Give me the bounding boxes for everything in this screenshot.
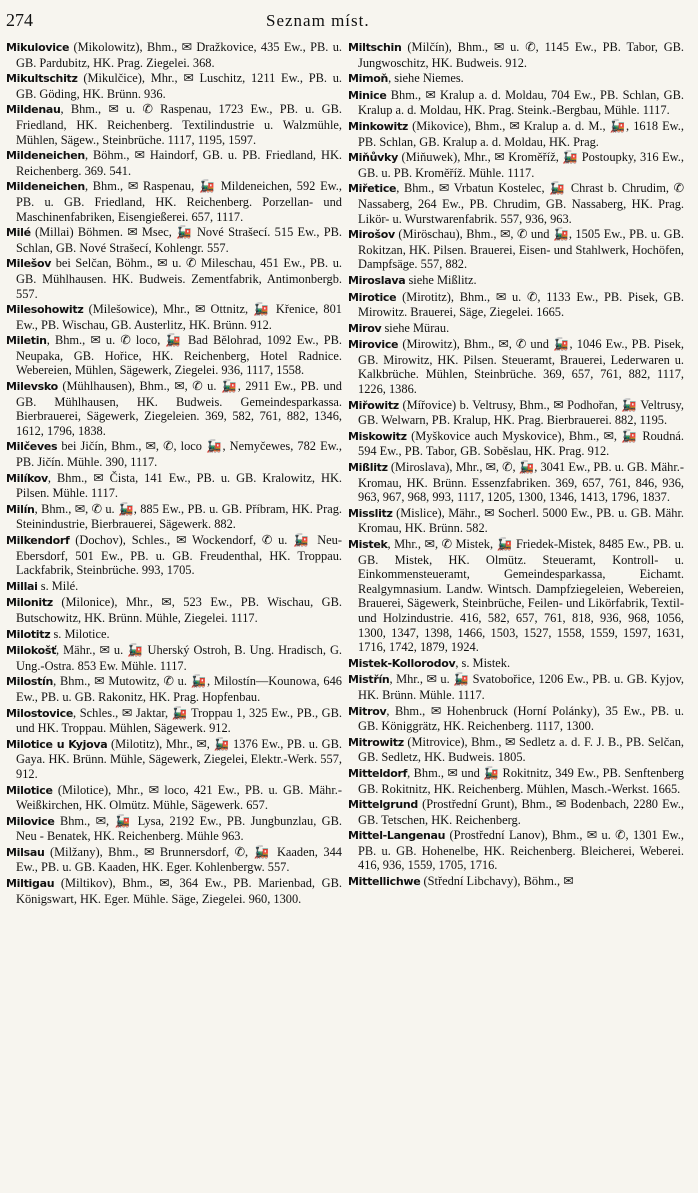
entry-headword: Millai bbox=[6, 579, 38, 593]
gazetteer-entry bbox=[6, 737, 342, 782]
gazetteer-entry bbox=[348, 828, 684, 873]
entry-headword: Mildeneichen bbox=[6, 149, 85, 163]
entry-headword: Miřetice bbox=[348, 182, 397, 196]
entry-headword: Mildenau bbox=[6, 103, 61, 117]
gazetteer-entry bbox=[348, 88, 684, 118]
gazetteer-entry bbox=[348, 766, 684, 796]
entry-text: (Milžany), Bhm., ✉ Brunnersdorf, ✆, 🚂 Kaaden, 344 Ew., PB. u. GB. Kaaden, HK. Eger. Kohlenbergw. 557. bbox=[16, 844, 342, 875]
entry-text: (Miroslava), Mhr., ✉, ✆, 🚂, 3041 Ew., PB. u. GB. Mähr.-Kromau, HK. Brünn. Essenzfabriken. 369, 657, 761, 846, 936, 963, 967, 968, 993, 1117, 1205, 1300, 1346, 1413, 1796, 1837. bbox=[358, 460, 684, 505]
entry-headword: Mildeneichen bbox=[6, 180, 85, 194]
entry-headword: Milostovice bbox=[6, 706, 74, 720]
gazetteer-entry bbox=[348, 537, 684, 655]
entry-text: (Myškovice auch Myskovice), Bhm., ✉, 🚂 Roudná. 594 Ew., PB. Tabor, GB. Soběslau, HK. Prag. 912. bbox=[358, 428, 684, 459]
entry-text: (Milotice), Mhr., ✉ loco, 421 Ew., PB. u. GB. Mähr.-Weißkirchen, HK. Olmütz. Mühle, Sägewerk. 657. bbox=[16, 782, 342, 813]
right-column bbox=[348, 40, 684, 907]
entry-text: , Bhm., ✉ u. ✆ loco, 🚂 Bad Bělohrad, 1092 Ew., PB. Neupaka, GB. Hořice, HK. Reichenberg, Hotel Radnice. Webereien, Mühlen, Sägewerk, Ziegelei. 936, 1117, 1558. bbox=[16, 333, 342, 378]
gazetteer-entry bbox=[348, 181, 684, 226]
gazetteer-entry bbox=[348, 429, 684, 459]
entry-headword: Milíkov bbox=[6, 471, 48, 485]
gazetteer-entry bbox=[6, 179, 342, 224]
gazetteer-entry bbox=[6, 225, 342, 255]
entry-headword: Miletin bbox=[6, 334, 47, 348]
entry-text: s. Milé. bbox=[37, 578, 79, 593]
entry-headword: Milkendorf bbox=[6, 534, 70, 547]
entry-text: (Miňuwek), Mhr., ✉ Kroměříž, 🚂 Postoupky, 316 Ew., GB. u. PB. Kroměříž. Mühle. 1117. bbox=[358, 150, 684, 180]
entry-headword: Milé bbox=[6, 226, 31, 240]
entry-headword: Miskowitz bbox=[348, 429, 407, 443]
entry-text: (Mirowitz), Bhm., ✉, ✆ und 🚂, 1046 Ew., PB. Pisek, GB. Mirowitz, HK. Pilsen. Steueramt, Brauerei, Lederwaren u. Kalkbrüche. Mühlen, Steinbrüche. 369, 657, 761, 882, 1117, 1226, 1386. bbox=[358, 337, 684, 397]
entry-text: (Miltikov), Bhm., ✉, 364 Ew., PB. Marienbad, GB. Königswart, HK. Eger. Mühle. Säge, Ziegelei. 960, 1300. bbox=[16, 876, 342, 906]
gazetteer-entry bbox=[6, 256, 342, 301]
entry-text: , Bhm., ✉ und 🚂 Rokitnitz, 349 Ew., PB. Senftenberg GB. Rokitnitz, HK. Reichenberg. Mühlen, Masch.-Werkst. 1665. bbox=[358, 765, 684, 796]
gazetteer-entry bbox=[348, 150, 684, 180]
entry-headword: Mikulovice bbox=[6, 41, 70, 54]
gazetteer-entry bbox=[6, 814, 342, 844]
entry-text: , Bhm., ✉ u. ✆ Raspenau, 1723 Ew., PB. u. GB. Friedland, HK. Reichenberg. Textilindustrie u. Walzmühle, Mühlen, Sägew., Steinbrüche. 1117, 1195, 1597. bbox=[16, 102, 342, 147]
gazetteer-entry bbox=[6, 379, 342, 438]
entry-text: (Milonice), Mhr., ✉, 523 Ew., PB. Wischau, GB. Butschowitz, HK. Brünn. Mühle, Ziegelei. 1117. bbox=[16, 595, 342, 625]
gazetteer-entry bbox=[348, 321, 684, 337]
gazetteer-entry bbox=[6, 302, 342, 332]
gazetteer-entry bbox=[348, 119, 684, 149]
entry-text: , Mhr., ✉, ✆ Mistek, 🚂 Friedek-Mistek, 8485 Ew., PB. u. GB. Mistek, HK. Olmütz. Steueramt, Kontroll- u. Einkommensteueramt, Gemeindesparkassa, Eichamt. Realgymnasium. Landw. Wintsch. Dampfziegeleien, Webereien, Brauerei, Sägewerk, Steinbrüche, Feilen- und Likörfabrik, Textil- und Holzindustrie. 416, 582, 657, 761, 818, 936, 968, 1056, 1300, 1347, 1398, 1466, 1503, 1527, 1558, 1559, 1597, 1631, 1716, 1742, 1879, 1924. bbox=[358, 537, 684, 655]
entry-text: (Střední Libchavy), Böhm., ✉ bbox=[420, 874, 574, 889]
entry-text: , Bhm., ✉ Čista, 141 Ew., PB. u. GB. Kralowitz, HK. Pilsen. Mühle. 1117. bbox=[16, 470, 342, 501]
entry-text: , Bhm., ✉ Raspenau, 🚂 Mildeneichen, 592 Ew., PB. u. GB. Friedland, HK. Reichenberg. Porzellan- und Maschinenfabriken, Eisengießerei. 657, 1117. bbox=[16, 179, 342, 224]
entry-text: (Miröschau), Bhm., ✉, ✆ und 🚂, 1505 Ew., PB. u. GB. Rokitzan, HK. Pilsen. Brauerei, Eisen- und Stahlwerk, Hochöfen, Dampfsäge. 557, 882. bbox=[358, 227, 684, 272]
entry-headword: Minice bbox=[348, 88, 387, 102]
entry-text: , s. Mistek. bbox=[455, 655, 511, 670]
entry-text: (Mikovice), Bhm., ✉ Kralup a. d. M., 🚂, 1618 Ew., PB. Schlan, GB. Kralup a. d. Moldau, HK. Prag. bbox=[358, 118, 684, 149]
entry-text: , Bhm., ✉, ✆ u. 🚂, 885 Ew., PB. u. GB. Příbram, HK. Prag. Steinindustrie, Bierbrauerei, Sägewerk. 882. bbox=[16, 501, 342, 532]
gazetteer-entry bbox=[6, 595, 342, 625]
entry-headword: Misslitz bbox=[348, 506, 393, 520]
gazetteer-entry bbox=[348, 227, 684, 272]
entry-text: (Milotitz), Mhr., ✉, 🚂 1376 Ew., PB. u. GB. Gaya. HK. Brünn. Mühle, Sägewerk, Ziegelei, Elektr.-Werk. 557, 912. bbox=[16, 736, 342, 781]
gazetteer-entry bbox=[6, 579, 342, 595]
entry-headword: Mitteldorf bbox=[348, 766, 408, 780]
entry-text: (Mühlhausen), Bhm., ✉, ✆ u. 🚂, 2911 Ew., PB. und GB. Mühlhausen, HK. Budweis. Gemeindesparkassa. Bierbrauerei, Sägewerk, Ziegeleien. 369, 582, 761, 882, 1346, 1612, 1796, 1838. bbox=[16, 379, 342, 438]
columns bbox=[6, 40, 684, 907]
entry-headword: Milsau bbox=[6, 845, 45, 859]
entry-headword: Miltschin bbox=[348, 41, 402, 54]
entry-headword: Mittel-Langenau bbox=[348, 829, 446, 843]
gazetteer-entry bbox=[348, 273, 684, 289]
entry-headword: Mistek bbox=[348, 538, 388, 551]
entry-headword: Mistek-Kollorodov bbox=[348, 656, 456, 670]
entry-headword: Milčeves bbox=[6, 440, 58, 454]
gazetteer-entry bbox=[348, 735, 684, 765]
left-column bbox=[6, 40, 342, 907]
entry-headword: Minkowitz bbox=[348, 119, 409, 133]
gazetteer-entry bbox=[6, 706, 342, 736]
entry-text: , Bhm., ✉ Mutowitz, ✆ u. 🚂, Milostín—Kounowa, 646 Ew., PB. u. GB. Rakonitz, HK. Prag. Hopfenbau. bbox=[16, 674, 342, 704]
entry-headword: Mimoň bbox=[348, 72, 389, 86]
entry-headword: Miňůvky bbox=[348, 151, 398, 165]
entry-headword: Milesohowitz bbox=[6, 303, 84, 317]
entry-text: Bhm., ✉ Kralup a. d. Moldau, 704 Ew., PB. Schlan, GB. Kralup a. d. Moldau, HK. Prag. Steink.-Bergbau, Mühle. 1117. bbox=[358, 87, 684, 118]
gazetteer-entry bbox=[6, 439, 342, 469]
gazetteer-entry bbox=[6, 783, 342, 813]
gazetteer-entry bbox=[348, 40, 684, 70]
entry-headword: Mirovice bbox=[348, 338, 399, 352]
gazetteer-entry bbox=[6, 502, 342, 532]
entry-text: , Bhm., ✉ Hohenbruck (Horní Polánky), 35 Ew., PB. u. GB. Königgrätz, HK. Reichenberg. 1117, 1300. bbox=[358, 703, 684, 734]
gazetteer-entry bbox=[6, 71, 342, 101]
entry-headword: Mistřín bbox=[348, 673, 390, 687]
entry-headword: Milotice u Kyjova bbox=[6, 737, 108, 751]
entry-headword: Mittelgrund bbox=[348, 798, 418, 812]
gazetteer-entry bbox=[348, 672, 684, 702]
entry-headword: Milotice bbox=[6, 783, 53, 797]
entry-headword: Mitrowitz bbox=[348, 735, 404, 749]
gazetteer-entry bbox=[348, 797, 684, 827]
page-number: 274 bbox=[6, 10, 33, 30]
gazetteer-entry bbox=[6, 148, 342, 178]
entry-text: (Mirotitz), Bhm., ✉ u. ✆, 1133 Ew., PB. Pisek, GB. Mirowitz. Brauerei, Säge, Ziegelei. 1665. bbox=[358, 289, 684, 320]
gazetteer-entry bbox=[348, 704, 684, 734]
entry-text: Bhm., ✉, 🚂 Lysa, 2192 Ew., PB. Jungbunzlau, GB. Neu - Benatek, HK. Reichenberg. Mühle 963. bbox=[16, 813, 342, 844]
entry-headword: Milovice bbox=[6, 814, 55, 828]
entry-text: , Schles., ✉ Jaktar, 🚂 Troppau 1, 325 Ew., PB., GB. und HK. Troppau. Mühlen, Sägewerk. 912. bbox=[16, 705, 342, 736]
entry-headword: Milešov bbox=[6, 257, 52, 271]
entry-text: , Böhm., ✉ Haindorf, GB. u. PB. Friedland, HK. Reichenberg. 369. 541. bbox=[16, 148, 342, 178]
entry-headword: Mirov bbox=[348, 321, 382, 335]
entry-text: (Millai) Böhmen. ✉ Msec, 🚂 Nové Strašecí. 515 Ew., PB. Schlan, GB. Nové Strašecí, Kohlengr. 557. bbox=[16, 225, 342, 255]
entry-headword: Mirotice bbox=[348, 290, 397, 304]
gazetteer-entry bbox=[6, 674, 342, 704]
entry-text: (Mitrovice), Bhm., ✉ Sedletz a. d. F. J. B., PB. Selčan, GB. Sedletz, HK. Budweis. 1805. bbox=[358, 734, 684, 765]
entry-headword: Milokošť bbox=[6, 644, 57, 658]
gazetteer-entry bbox=[348, 874, 684, 890]
entry-headword: Milotitz bbox=[6, 627, 51, 641]
entry-text: (Dochov), Schles., ✉ Wockendorf, ✆ u. 🚂 Neu-Ebersdorf, 501 Ew., PB. u. GB. Freudenthal, HK. Troppau. Lackfabrik, Steinbrüche. 993, 1705. bbox=[16, 533, 342, 578]
entry-text: (Prostřední Grunt), Bhm., ✉ Bodenbach, 2280 Ew., GB. Tetschen, HK. Reichenberg. bbox=[358, 797, 684, 827]
entry-text: , siehe Niemes. bbox=[388, 71, 464, 86]
entry-headword: Mißlitz bbox=[348, 461, 388, 475]
entry-text: siehe Mürau. bbox=[381, 320, 450, 335]
gazetteer-entry bbox=[348, 656, 684, 672]
gazetteer-entry bbox=[6, 40, 342, 70]
gazetteer-entry bbox=[6, 876, 342, 906]
gazetteer-entry bbox=[6, 627, 342, 643]
entry-headword: Mitrov bbox=[348, 704, 387, 718]
gazetteer-entry bbox=[348, 506, 684, 536]
gazetteer-entry bbox=[6, 533, 342, 578]
entry-headword: Mittellichwe bbox=[348, 875, 421, 889]
entry-text: bei Jičín, Bhm., ✉, ✆, loco 🚂, Nemyčewes, 782 Ew., PB. Jičín. Mühle. 390, 1117. bbox=[16, 439, 342, 470]
entry-text: (Mikolowitz), Bhm., ✉ Dražkovice, 435 Ew., PB. u. GB. Pardubitz, HK. Prag. Ziegelei. 368. bbox=[16, 40, 342, 70]
gazetteer-entry bbox=[6, 643, 342, 673]
entry-text: , Mähr., ✉ u. 🚂 Uherský Ostroh, B. Ung. Hradisch, G. Ung.-Ostra. 853 Ew. Mühle. 1117. bbox=[16, 643, 342, 673]
page-header bbox=[6, 10, 684, 40]
running-title: Seznam míst. bbox=[266, 11, 370, 30]
entry-headword: Milín bbox=[6, 502, 35, 516]
entry-text: , Mhr., ✉ u. 🚂 Svatobořice, 1206 Ew., PB. u. GB. Kyjov, HK. Brünn. Mühle. 1117. bbox=[358, 672, 684, 702]
gazetteer-entry bbox=[348, 290, 684, 320]
entry-headword: Milonitz bbox=[6, 596, 53, 610]
entry-headword: Mikultschitz bbox=[6, 72, 78, 86]
gazetteer-entry bbox=[6, 845, 342, 875]
entry-text: (Mířovice) b. Veltrusy, Bhm., ✉ Podhořan, 🚂 Veltrusy, GB. Welwarn, PB. Kralup, HK. Prag. Bierbrauerei. 882, 1195. bbox=[358, 397, 684, 428]
entry-text: (Milčín), Bhm., ✉ u. ✆, 1145 Ew., PB. Tabor, GB. Jungwoschitz, HK. Budweis. 912. bbox=[358, 40, 684, 70]
gazetteer-entry bbox=[6, 102, 342, 147]
entry-text: siehe Mißlitz. bbox=[405, 272, 477, 287]
entry-headword: Milostín bbox=[6, 675, 54, 689]
gazetteer-entry bbox=[348, 398, 684, 428]
entry-text: s. Milotice. bbox=[50, 626, 110, 641]
entry-text: , Bhm., ✉ Vrbatun Kostelec, 🚂 Chrast b. Chrudim, ✆ Nassaberg, 264 Ew., PB. Chrudim, GB. Nassaberg, HK. Prag. Likör- u. Wurstwarenfabrik. 557, 936, 963. bbox=[358, 181, 684, 226]
entry-text: (Prostřední Lanov), Bhm., ✉ u. ✆, 1301 Ew., PB. u. GB. Hohenelbe, HK. Reichenberg. Bleicherei, Weberei. 416, 936, 1559, 1705, 1716. bbox=[358, 828, 684, 873]
gazetteer-entry bbox=[348, 460, 684, 505]
gazetteer-entry bbox=[348, 71, 684, 87]
gazetteer-entry bbox=[6, 333, 342, 378]
entry-headword: Miřowitz bbox=[348, 398, 399, 412]
entry-headword: Miroslava bbox=[348, 273, 406, 287]
entry-text: (Mislice), Mähr., ✉ Socherl. 5000 Ew., PB. u. GB. Mähr. Kromau, HK. Brünn. 582. bbox=[358, 505, 684, 536]
entry-headword: Milevsko bbox=[6, 380, 58, 394]
entry-text: (Milešowice), Mhr., ✉ Ottnitz, 🚂 Křenice, 801 Ew., PB. Wischau, GB. Austerlitz, HK. Brünn. 912. bbox=[16, 302, 342, 332]
gazetteer-entry bbox=[6, 471, 342, 501]
gazetteer-entry bbox=[348, 337, 684, 396]
entry-text: bei Selčan, Böhm., ✉ u. ✆ Mileschau, 451 Ew., PB. u. GB. Mühlhausen. HK. Budweis. Zementfabrik, Antimonbergb. 557. bbox=[16, 256, 342, 301]
entry-headword: Mirošov bbox=[348, 228, 395, 242]
entry-headword: Miltigau bbox=[6, 877, 55, 891]
entry-text: (Mikulčice), Mhr., ✉ Luschitz, 1211 Ew., PB. u. GB. Göding, HK. Brünn. 936. bbox=[16, 71, 342, 101]
